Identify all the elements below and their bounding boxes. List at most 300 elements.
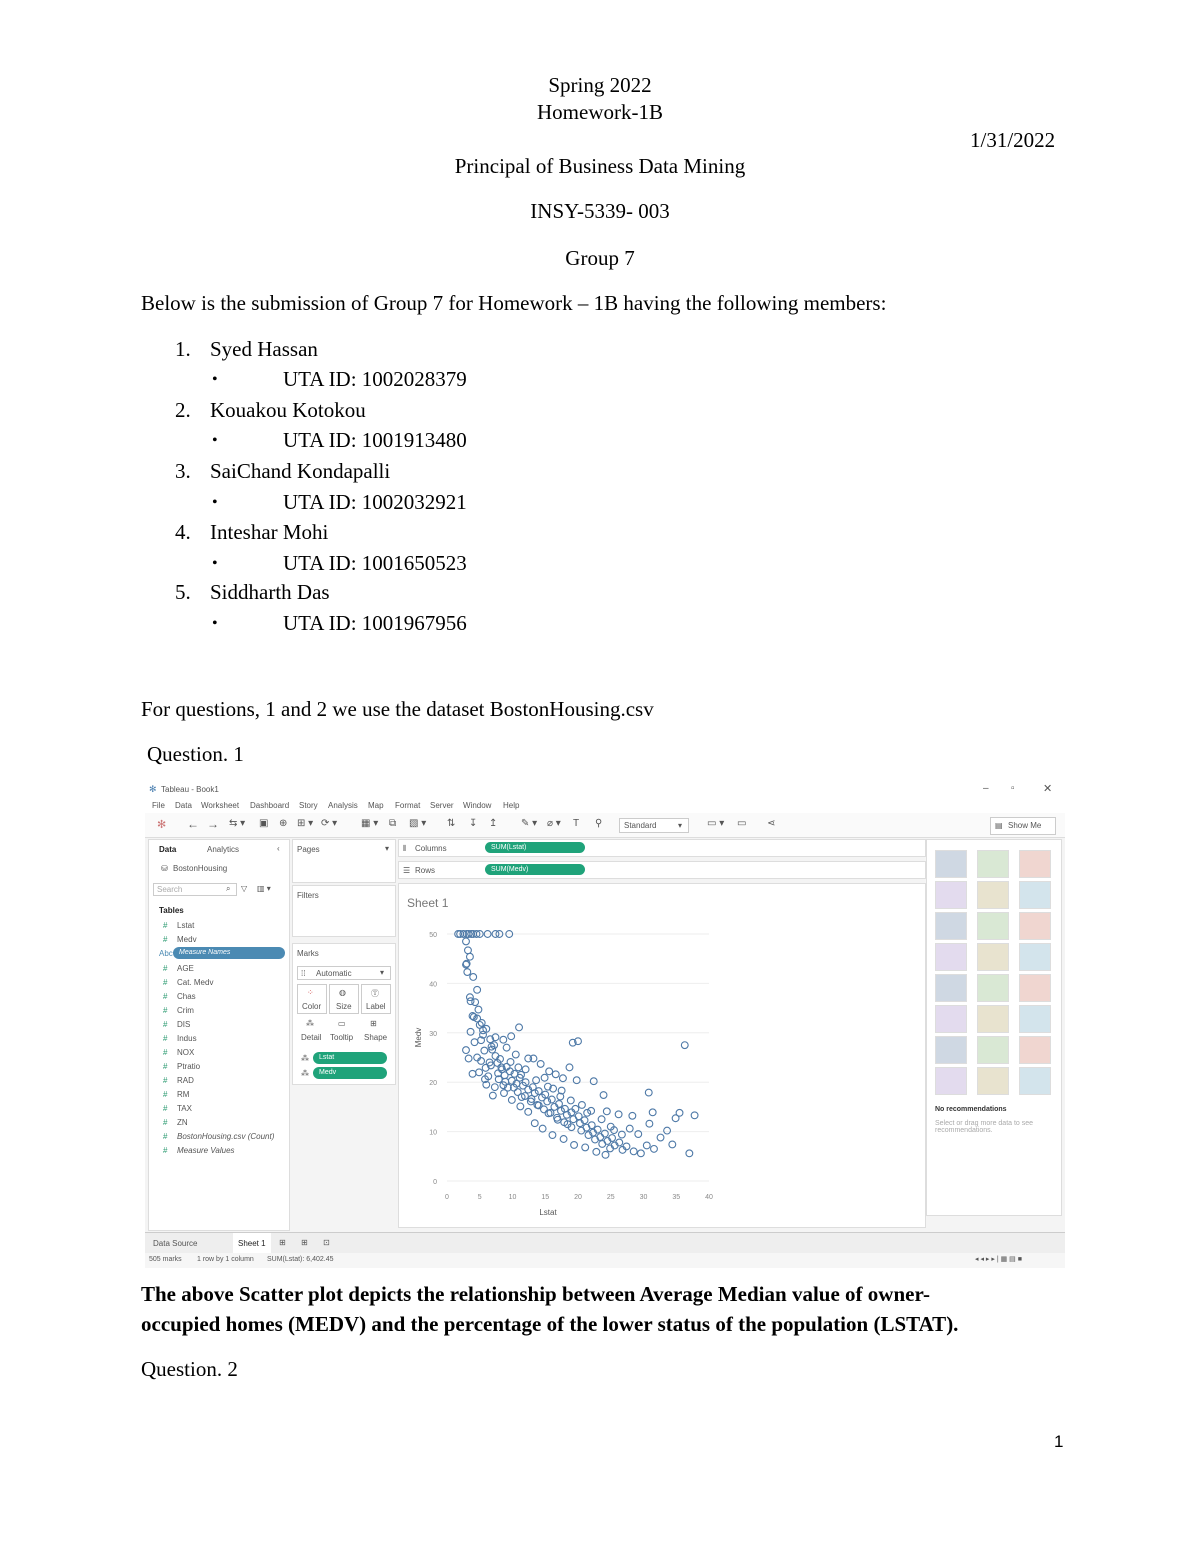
scatter-point bbox=[649, 1109, 656, 1116]
scatter-point bbox=[467, 1028, 474, 1035]
term: Spring 2022 bbox=[548, 73, 652, 97]
columns-shelf[interactable] bbox=[398, 839, 926, 857]
field-item-selected[interactable]: Measure Names bbox=[173, 947, 285, 959]
scatter-point bbox=[546, 1068, 553, 1075]
member-name: Syed Hassan bbox=[210, 337, 318, 361]
search-icon: ⌕ bbox=[226, 884, 231, 893]
scatter-point bbox=[664, 1127, 671, 1134]
chart-type-thumbnail[interactable] bbox=[1019, 881, 1051, 909]
scatter-point bbox=[615, 1111, 622, 1118]
dataset-note: For questions, 1 and 2 we use the dataset BostonHousing.csv bbox=[141, 697, 654, 721]
field-item[interactable]: NOX bbox=[177, 1048, 195, 1057]
labels-icon[interactable]: T bbox=[573, 818, 580, 829]
mark-type-value: Automatic bbox=[316, 969, 352, 978]
menu-bar bbox=[145, 799, 1065, 813]
search-input[interactable] bbox=[153, 883, 237, 896]
menu-format[interactable]: Format bbox=[395, 801, 421, 810]
field-item[interactable]: Indus bbox=[177, 1034, 197, 1043]
no-recommendations-text: Select or drag more data to see recommendations. bbox=[935, 1120, 1034, 1134]
scatter-point bbox=[657, 1134, 664, 1141]
undo-icon[interactable]: ← bbox=[187, 817, 199, 831]
scatter-point bbox=[599, 1141, 606, 1148]
close-icon[interactable]: ✕ bbox=[1043, 783, 1053, 795]
status-sum: SUM(Lstat): 6,402.45 bbox=[267, 1256, 334, 1263]
field-item[interactable]: RAD bbox=[177, 1076, 194, 1085]
scatter-point bbox=[567, 1097, 574, 1104]
scatter-point bbox=[560, 1075, 567, 1082]
columns-pill[interactable]: SUM(Lstat) bbox=[485, 842, 585, 853]
filter-icon[interactable]: ▽ bbox=[241, 884, 248, 893]
data-pane bbox=[148, 839, 290, 1231]
member-id: UTA ID: 1002032921 bbox=[283, 490, 467, 514]
share-icon[interactable]: ⋖ bbox=[767, 818, 776, 829]
tooltip-button[interactable] bbox=[329, 1016, 357, 1044]
scatter-point bbox=[465, 1055, 472, 1062]
rows-pill[interactable]: SUM(Medv) bbox=[485, 864, 585, 875]
x-tick-label: 30 bbox=[639, 1194, 648, 1201]
scatter-point bbox=[512, 1051, 519, 1058]
course-title: Principal of Business Data Mining bbox=[454, 154, 746, 178]
y-tick-label: 20 bbox=[429, 1080, 437, 1088]
chart-type-thumbnail[interactable] bbox=[935, 912, 967, 940]
menu-file[interactable]: File bbox=[152, 801, 165, 810]
menu-window[interactable]: Window bbox=[463, 801, 492, 810]
member-name: Inteshar Mohi bbox=[210, 520, 329, 544]
measure-icon: # bbox=[163, 1048, 168, 1057]
bullet: • bbox=[212, 615, 218, 632]
intro-text: Below is the submission of Group 7 for Homework – 1B having the following members: bbox=[141, 291, 887, 315]
scatter-point bbox=[489, 1092, 496, 1099]
x-tick-label: 10 bbox=[508, 1194, 517, 1201]
scatter-point bbox=[525, 1108, 532, 1115]
measure-icon: # bbox=[163, 1104, 168, 1113]
filters-label: Filters bbox=[297, 891, 319, 900]
label-label: Label bbox=[366, 1002, 386, 1011]
shape-label: Shape bbox=[364, 1033, 388, 1042]
show-me-label: Show Me bbox=[1008, 821, 1042, 830]
columns-icon: ⫴ bbox=[403, 844, 407, 853]
member-number: 5. bbox=[175, 580, 191, 604]
scatter-point bbox=[516, 1024, 523, 1031]
scatter-point bbox=[474, 986, 481, 993]
bullet: • bbox=[212, 494, 218, 511]
sheet-tabs-bar bbox=[145, 1232, 1065, 1253]
status-marks: 505 marks bbox=[149, 1256, 182, 1263]
scatter-point bbox=[681, 1042, 688, 1049]
scatter-point bbox=[600, 1092, 607, 1099]
scatter-point bbox=[579, 1102, 586, 1109]
scatter-point bbox=[471, 1039, 478, 1046]
no-recommendations-title: No recommendations bbox=[935, 1106, 1007, 1113]
chart-type-thumbnail[interactable] bbox=[1019, 1067, 1051, 1095]
detail-icon: ⁂ bbox=[301, 1069, 309, 1078]
sheet-nav-icon[interactable]: ◂ ◂ ▸ ▸ | ▦ ▤ ■ bbox=[975, 1256, 1022, 1263]
measure-icon: # bbox=[163, 1090, 168, 1099]
scatter-point bbox=[469, 1070, 476, 1077]
caption-line-2: occupied homes (MEDV) and the percentage of the lower status of the population (LSTAT). bbox=[141, 1312, 959, 1336]
scatter-point bbox=[582, 1144, 589, 1151]
field-item[interactable]: Crim bbox=[177, 1006, 194, 1015]
rows-label: Rows bbox=[415, 866, 436, 875]
chart-type-thumbnail[interactable] bbox=[977, 912, 1009, 940]
member-name: Kouakou Kotokou bbox=[210, 398, 366, 422]
search-placeholder: Search bbox=[157, 885, 183, 894]
scatter-point bbox=[467, 998, 474, 1005]
member-number: 2. bbox=[175, 398, 191, 422]
chart-type-thumbnail[interactable] bbox=[977, 974, 1009, 1002]
question-1: Question. 1 bbox=[147, 742, 244, 766]
window-title: Tableau - Book1 bbox=[161, 785, 219, 794]
scatter-point bbox=[651, 1145, 658, 1152]
detail-icon: ⁂ bbox=[301, 1054, 309, 1063]
scatter-point bbox=[472, 999, 479, 1006]
bullet: • bbox=[212, 432, 218, 449]
tooltip-label: Tooltip bbox=[330, 1033, 354, 1042]
datasource-icon: ⛁ bbox=[161, 864, 168, 873]
restore-icon[interactable]: ▫ bbox=[1011, 783, 1015, 794]
refresh-icon[interactable]: ⟳ ▾ bbox=[321, 818, 338, 829]
pin-icon[interactable]: ⚲ bbox=[595, 818, 603, 829]
view-size-select[interactable] bbox=[619, 818, 689, 833]
scatter-point bbox=[643, 1142, 650, 1149]
label-icon: Ⓣ bbox=[371, 989, 379, 998]
minimize-icon[interactable]: – bbox=[983, 783, 989, 794]
color-label: Color bbox=[302, 1002, 322, 1011]
date: 1/31/2022 bbox=[970, 128, 1056, 152]
scatter-point bbox=[463, 1047, 470, 1054]
member-number: 1. bbox=[175, 337, 191, 361]
sheet-tab-label: Sheet 1 bbox=[238, 1239, 266, 1248]
field-item[interactable]: ZN bbox=[177, 1118, 188, 1127]
measure-icon: # bbox=[163, 1118, 168, 1127]
chart-type-icon[interactable]: ▦ ▾ bbox=[361, 818, 379, 829]
toolbar bbox=[145, 813, 1065, 838]
scatter-point bbox=[630, 1148, 637, 1155]
new-dashboard-icon[interactable]: ⊞ bbox=[301, 1238, 308, 1247]
scatter-point bbox=[686, 1150, 693, 1157]
status-bar bbox=[145, 1253, 1065, 1268]
measure-icon: # bbox=[163, 978, 168, 987]
x-tick-label: 0 bbox=[445, 1194, 449, 1201]
filters-shelf[interactable] bbox=[292, 885, 396, 937]
text-icon: Abc bbox=[159, 949, 173, 958]
measure-icon: # bbox=[163, 935, 168, 944]
scatter-point bbox=[522, 1066, 529, 1073]
scatter-point bbox=[570, 1116, 577, 1123]
member-number: 3. bbox=[175, 459, 191, 483]
y-tick-label: 0 bbox=[433, 1179, 437, 1186]
chevron-down-icon: ▾ bbox=[380, 968, 385, 977]
field-item[interactable]: Measure Values bbox=[177, 1146, 235, 1155]
show-me-icon: ▤ bbox=[995, 821, 1003, 830]
duplicate-icon[interactable]: ⧉ bbox=[389, 818, 397, 829]
datasource-name[interactable]: BostonHousing bbox=[173, 864, 228, 873]
homework-title: Homework-1B bbox=[537, 100, 663, 124]
scatter-point bbox=[552, 1071, 559, 1078]
menu-dashboard[interactable]: Dashboard bbox=[250, 801, 290, 810]
x-tick-label: 5 bbox=[477, 1194, 482, 1201]
field-item[interactable]: BostonHousing.csv (Count) bbox=[177, 1132, 275, 1141]
scatter-point bbox=[602, 1151, 609, 1158]
sheet-title: Sheet 1 bbox=[407, 896, 449, 910]
tableau-home-icon[interactable]: ✻ bbox=[157, 819, 167, 831]
shape-button[interactable] bbox=[361, 1016, 389, 1044]
scatter-point bbox=[691, 1112, 698, 1119]
scatter-point bbox=[491, 1084, 498, 1091]
new-story-icon[interactable]: ⊡ bbox=[323, 1238, 330, 1247]
measure-icon: # bbox=[163, 1006, 168, 1015]
y-axis-label: Medv bbox=[414, 1027, 423, 1048]
scatter-point bbox=[503, 1044, 510, 1051]
x-axis-label: Lstat bbox=[539, 1208, 557, 1217]
group-label: Group 7 bbox=[565, 246, 635, 270]
chart-type-thumbnail[interactable] bbox=[977, 1005, 1009, 1033]
chart-type-thumbnail[interactable] bbox=[1019, 1036, 1051, 1064]
scatter-point bbox=[531, 1120, 538, 1127]
measure-icon: # bbox=[163, 964, 168, 973]
x-tick-label: 40 bbox=[705, 1194, 713, 1201]
question-2: Question. 2 bbox=[141, 1357, 238, 1381]
chart-type-thumbnail[interactable] bbox=[935, 1005, 967, 1033]
x-tick-label: 25 bbox=[606, 1194, 615, 1201]
scatter-point bbox=[669, 1141, 676, 1148]
scatter-point bbox=[465, 947, 472, 954]
field-item[interactable]: Cat. Medv bbox=[177, 978, 214, 987]
mark-pill-medv[interactable]: Medv bbox=[313, 1067, 387, 1079]
scatter-point bbox=[618, 1131, 625, 1138]
measure-icon: # bbox=[163, 1034, 168, 1043]
presentation-icon[interactable]: ▭ bbox=[737, 818, 747, 829]
menu-help[interactable]: Help bbox=[503, 801, 520, 810]
scatter-point bbox=[590, 1078, 597, 1085]
shape-icon: ⊞ bbox=[370, 1019, 377, 1028]
sheet-view bbox=[398, 883, 926, 1228]
label-button[interactable] bbox=[361, 984, 391, 1014]
chart-type-thumbnail[interactable] bbox=[977, 881, 1009, 909]
measure-icon: # bbox=[163, 1146, 168, 1155]
scatter-point bbox=[475, 1006, 482, 1013]
chart-type-thumbnail[interactable] bbox=[935, 974, 967, 1002]
sort-desc-icon[interactable]: ↥ bbox=[489, 818, 498, 829]
title-bar bbox=[145, 779, 1065, 799]
member-id: UTA ID: 1001650523 bbox=[283, 551, 467, 575]
x-tick-label: 20 bbox=[574, 1194, 582, 1201]
scatter-point bbox=[481, 1047, 488, 1054]
tableau-logo-icon: ✻ bbox=[149, 784, 157, 794]
sheet-tab-active[interactable] bbox=[233, 1233, 271, 1253]
mark-pill-lstat[interactable]: Lstat bbox=[313, 1052, 387, 1064]
new-datasource-icon[interactable]: ⊕ bbox=[279, 818, 288, 829]
scatter-point bbox=[515, 1064, 522, 1071]
measure-icon: # bbox=[163, 1132, 168, 1141]
y-tick-label: 10 bbox=[429, 1129, 437, 1137]
chart-type-thumbnail[interactable] bbox=[1019, 1005, 1051, 1033]
scatter-point bbox=[539, 1125, 546, 1132]
caption-line-1: The above Scatter plot depicts the relationship between Average Median value of owner- bbox=[141, 1282, 930, 1306]
color-button[interactable] bbox=[297, 984, 327, 1014]
chart-type-thumbnail[interactable] bbox=[1019, 974, 1051, 1002]
tableau-screenshot bbox=[145, 779, 1065, 1268]
scatter-point bbox=[541, 1074, 548, 1081]
columns-label: Columns bbox=[415, 844, 447, 853]
scatter-point bbox=[507, 1059, 514, 1066]
chevron-down-icon: ▾ bbox=[678, 821, 683, 830]
marks-label: Marks bbox=[297, 949, 319, 958]
chart-type-thumbnail[interactable] bbox=[935, 1036, 967, 1064]
scatter-point bbox=[626, 1125, 633, 1132]
scatter-point bbox=[467, 953, 474, 960]
page-number: 1 bbox=[1054, 1432, 1064, 1451]
scatter-point bbox=[549, 1132, 556, 1139]
scatter-point bbox=[637, 1150, 644, 1157]
cards-icon[interactable]: ▭ ▾ bbox=[707, 818, 725, 829]
chart-type-thumbnail[interactable] bbox=[977, 1036, 1009, 1064]
marks-card bbox=[292, 943, 396, 1085]
scatter-point bbox=[571, 1142, 578, 1149]
scatter-point bbox=[645, 1089, 652, 1096]
measure-icon: # bbox=[163, 1076, 168, 1085]
scatter-point bbox=[517, 1103, 524, 1110]
data-source-tab[interactable]: Data Source bbox=[153, 1239, 198, 1248]
scatter-point bbox=[560, 1136, 567, 1143]
rows-icon: ☰ bbox=[403, 866, 411, 875]
scatter-point bbox=[463, 938, 470, 945]
scatter-point bbox=[508, 1097, 515, 1104]
y-tick-label: 40 bbox=[429, 981, 437, 989]
highlight-icon[interactable]: ✎ ▾ bbox=[521, 818, 538, 829]
rows-shelf[interactable] bbox=[398, 861, 926, 879]
member-name: SaiChand Kondapalli bbox=[210, 459, 391, 483]
chart-type-thumbnail[interactable] bbox=[1019, 850, 1051, 878]
field-item[interactable]: AGE bbox=[177, 964, 194, 973]
scatter-point bbox=[535, 1088, 542, 1095]
chevron-down-icon: ▾ bbox=[385, 844, 390, 853]
chart-type-thumbnail[interactable] bbox=[935, 1067, 967, 1095]
redo-icon[interactable]: → bbox=[207, 817, 219, 831]
chart-type-thumbnail[interactable] bbox=[1019, 912, 1051, 940]
bullet: • bbox=[212, 371, 218, 388]
clear-icon[interactable]: ▧ ▾ bbox=[409, 818, 427, 829]
field-item[interactable]: RM bbox=[177, 1090, 190, 1099]
measure-icon: # bbox=[163, 1062, 168, 1071]
scatter-point bbox=[508, 1033, 515, 1040]
member-number: 4. bbox=[175, 520, 191, 544]
menu-story[interactable]: Story bbox=[299, 801, 318, 810]
scatter-point bbox=[676, 1109, 683, 1116]
chart-type-thumbnail[interactable] bbox=[977, 943, 1009, 971]
chart-type-thumbnail[interactable] bbox=[935, 943, 967, 971]
detail-icon: ⁂ bbox=[306, 1019, 314, 1028]
bullet: • bbox=[212, 555, 218, 572]
member-id: UTA ID: 1002028379 bbox=[283, 367, 467, 391]
mark-type-select[interactable] bbox=[297, 966, 391, 980]
scatter-plot bbox=[399, 884, 925, 1227]
member-name: Siddharth Das bbox=[210, 580, 330, 604]
tables-heading: Tables bbox=[159, 906, 184, 915]
chart-type-thumbnail[interactable] bbox=[977, 850, 1009, 878]
chart-gallery bbox=[927, 840, 1061, 1100]
menu-server[interactable]: Server bbox=[430, 801, 454, 810]
scatter-point bbox=[537, 1061, 544, 1068]
scatter-point bbox=[593, 1148, 600, 1155]
member-id: UTA ID: 1001967956 bbox=[283, 611, 467, 635]
tooltip-icon: ▭ bbox=[338, 1019, 346, 1028]
show-me-panel bbox=[926, 839, 1062, 1216]
detail-button[interactable] bbox=[297, 1016, 325, 1044]
detail-label: Detail bbox=[301, 1033, 322, 1042]
swap-icon[interactable]: ⇆ ▾ bbox=[229, 818, 246, 829]
measure-icon: # bbox=[163, 992, 168, 1001]
scatter-point bbox=[598, 1116, 605, 1123]
color-icon: ⁘ bbox=[307, 988, 314, 997]
field-item[interactable]: TAX bbox=[177, 1104, 192, 1113]
course-code: INSY-5339- 003 bbox=[530, 199, 670, 223]
scatter-point bbox=[500, 1036, 507, 1043]
menu-analysis[interactable]: Analysis bbox=[328, 801, 358, 810]
field-item[interactable]: Ptratio bbox=[177, 1062, 201, 1071]
chart-type-thumbnail[interactable] bbox=[935, 850, 967, 878]
pages-shelf[interactable] bbox=[292, 839, 396, 883]
group-icon[interactable]: ⌀ ▾ bbox=[547, 818, 561, 829]
field-item[interactable]: DIS bbox=[177, 1020, 191, 1029]
tab-data[interactable]: Data bbox=[159, 845, 177, 854]
scatter-point bbox=[578, 1127, 585, 1134]
size-label: Size bbox=[336, 1002, 352, 1011]
scatter-point bbox=[646, 1120, 653, 1127]
scatter-point bbox=[464, 969, 471, 976]
new-worksheet-icon[interactable]: ⊞ bbox=[279, 1238, 286, 1247]
tab-analytics[interactable]: Analytics bbox=[207, 845, 240, 854]
menu-worksheet[interactable]: Worksheet bbox=[201, 801, 240, 810]
measure-icon: # bbox=[163, 1020, 168, 1029]
swap-axes-icon[interactable]: ⇅ bbox=[447, 818, 456, 829]
status-rows: 1 row by 1 column bbox=[197, 1256, 254, 1263]
menu-data[interactable]: Data bbox=[175, 801, 192, 810]
collapse-icon[interactable]: ‹ bbox=[277, 844, 280, 853]
x-tick-label: 35 bbox=[672, 1194, 681, 1201]
scatter-point bbox=[476, 1069, 483, 1076]
mark-type-icon: ⁞⁞ bbox=[301, 969, 306, 978]
x-tick-label: 15 bbox=[541, 1194, 550, 1201]
chart-type-thumbnail[interactable] bbox=[935, 881, 967, 909]
save-icon[interactable]: ▣ bbox=[259, 818, 269, 829]
show-me-button[interactable] bbox=[990, 817, 1056, 835]
pages-label: Pages bbox=[297, 845, 320, 854]
measure-icon: # bbox=[163, 921, 168, 930]
new-sheet-icon[interactable]: ⊞ ▾ bbox=[297, 818, 314, 829]
scatter-point bbox=[501, 1090, 508, 1097]
size-icon: ◍ bbox=[339, 988, 346, 997]
menu-map[interactable]: Map bbox=[368, 801, 384, 810]
scatter-point bbox=[588, 1107, 595, 1114]
y-tick-label: 50 bbox=[429, 932, 437, 939]
size-button[interactable] bbox=[329, 984, 359, 1014]
y-tick-label: 30 bbox=[429, 1030, 437, 1038]
scatter-point bbox=[584, 1109, 591, 1116]
chart-type-thumbnail[interactable] bbox=[1019, 943, 1051, 971]
field-item[interactable]: Lstat bbox=[177, 921, 195, 930]
scatter-point bbox=[566, 1064, 573, 1071]
sort-asc-icon[interactable]: ↧ bbox=[469, 818, 478, 829]
chart-type-thumbnail[interactable] bbox=[977, 1067, 1009, 1095]
member-id: UTA ID: 1001913480 bbox=[283, 428, 467, 452]
scatter-point bbox=[603, 1108, 610, 1115]
scatter-point bbox=[470, 974, 477, 981]
field-item[interactable]: Chas bbox=[177, 992, 196, 1001]
view-options-icon[interactable]: ▥ ▾ bbox=[257, 884, 271, 893]
field-item[interactable]: Medv bbox=[177, 935, 197, 944]
scatter-point bbox=[629, 1112, 636, 1119]
